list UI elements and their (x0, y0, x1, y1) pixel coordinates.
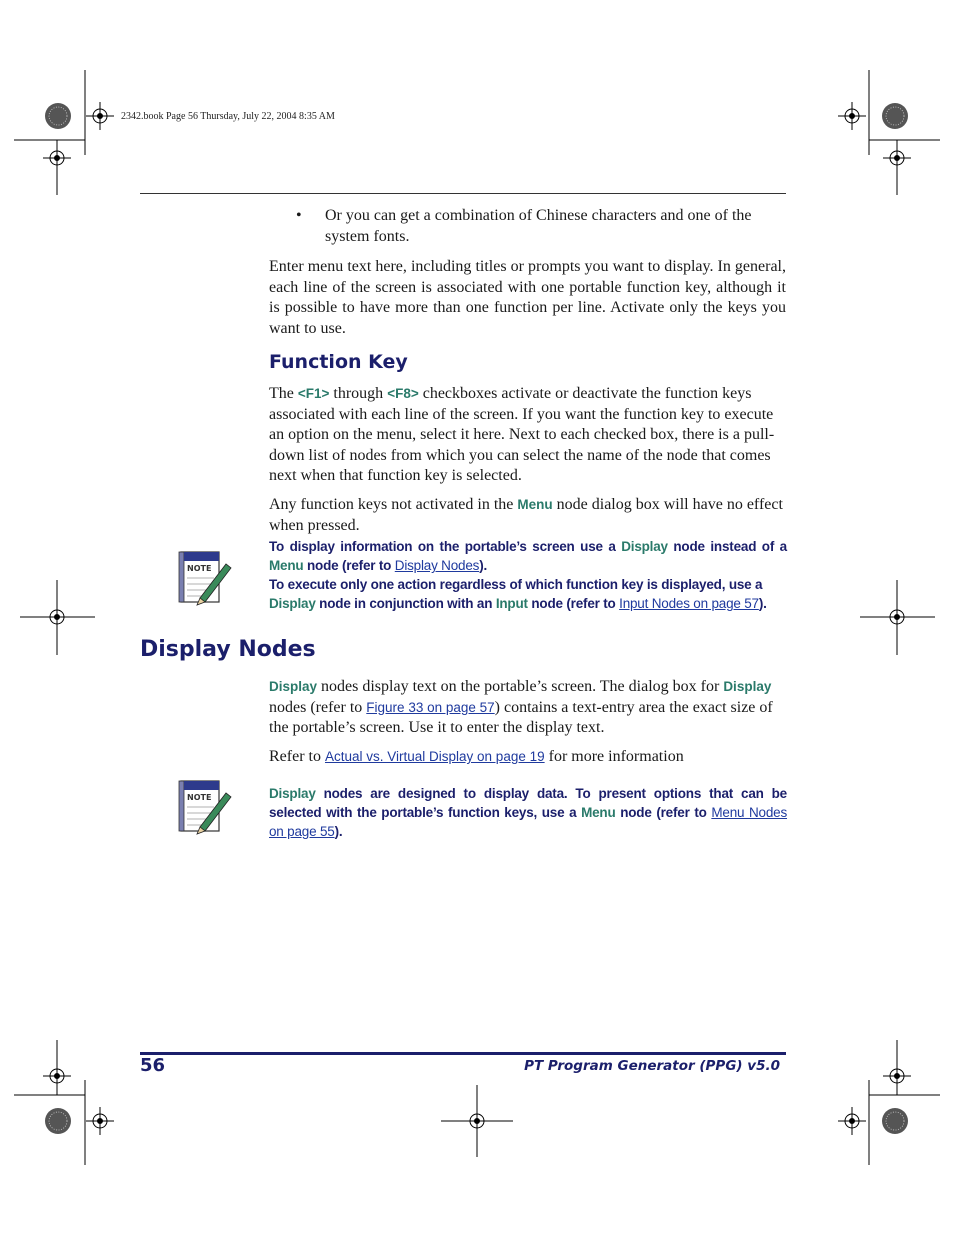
link-display-nodes[interactable]: Display Nodes (394, 558, 480, 573)
link-menu-nodes[interactable]: Menu Nodes on page 55 (269, 805, 788, 839)
text-run: ). (758, 596, 767, 611)
text-run: ). (479, 558, 488, 573)
text-run: Any function keys not activated in the (269, 496, 518, 513)
svg-text:NOTE: NOTE (187, 793, 212, 802)
text-run: checkboxes activate or deactivate the function keys associated with each line of the screen. If you want the function key to execute an option on the menu, select it here. Next to each checked box, there is a pull-down list of nodes from which you can select the name of the node that comes next when that function key is selected. (269, 385, 775, 484)
text-run: node (refer to (303, 558, 395, 573)
text-run: Refer to (269, 748, 325, 765)
text-run: node dialog box will have no effect when pressed. (269, 496, 783, 534)
display-nodes-heading: Display Nodes (140, 637, 316, 662)
text-run: nodes are designed to display data. To present options that can be selected with the portable’s function keys, use a (269, 786, 787, 820)
text-run: ) contains a text-entry area the exact size of the portable’s screen. Use it to enter the display text. (269, 698, 773, 736)
text-run: node instead of a (667, 539, 787, 554)
text-run: ). (334, 824, 343, 839)
text-run: The (269, 385, 298, 402)
link-input-nodes[interactable]: Input Nodes on page 57 (619, 596, 759, 611)
note-2-text (269, 784, 787, 841)
note-icon (178, 777, 234, 835)
display-nodes-paragraph-1 (269, 677, 786, 739)
keyword-display: Display (269, 786, 316, 801)
page-number: 56 (140, 1055, 166, 1076)
text-run: To execute only one action regardless of which function key is displayed, use a (269, 577, 763, 592)
header-rule (140, 193, 786, 194)
keyword-menu: Menu (269, 558, 304, 573)
note-1-line-2 (269, 575, 787, 613)
keyword-menu: Menu (517, 497, 553, 512)
keyword-display: Display (621, 539, 668, 554)
keyword-f8: <F8> (387, 386, 419, 401)
text-run: nodes display text on the portable’s screen. The dialog box for (317, 678, 724, 695)
keyword-f1: <F1> (297, 386, 330, 401)
function-key-paragraph-1 (269, 384, 786, 487)
text-run: through (329, 385, 388, 402)
keyword-menu: Menu (581, 805, 616, 820)
keyword-display: Display (269, 679, 318, 694)
svg-text:NOTE: NOTE (187, 564, 212, 573)
keyword-display: Display (723, 679, 772, 694)
intro-paragraph: Enter menu text here, including titles or prompts you want to display. In general, each line of the screen is associated with one portable function key, although it is possible to have more than one function per line. Activate only the keys you want to use. (269, 258, 786, 337)
footer-title: PT Program Generator (PPG) v5.0 (524, 1058, 780, 1074)
link-actual-vs-virtual[interactable]: Actual vs. Virtual Display on page 19 (324, 749, 545, 764)
bullet-text: Or you can get a combination of Chinese characters and one of the system fonts. (325, 207, 752, 245)
text-run: node in conjunction with an (315, 596, 496, 611)
function-key-paragraph-2 (269, 495, 786, 536)
text-run: nodes (refer to (269, 698, 367, 716)
print-stamp: 2342.book Page 56 Thursday, July 22, 2004 8:35 AM (121, 111, 335, 122)
keyword-display: Display (269, 596, 316, 611)
text-run: To display information on the portable’s screen use a (269, 539, 622, 554)
bullet-symbol: • (296, 207, 302, 224)
function-key-heading: Function Key (269, 351, 408, 373)
text-run: node (refer to (527, 596, 620, 611)
display-nodes-paragraph-2 (269, 747, 786, 768)
footer-rule (140, 1052, 786, 1055)
keyword-input: Input (495, 596, 528, 611)
note-1-line-1 (269, 537, 787, 575)
text-run: for more information (544, 748, 684, 765)
link-figure-33[interactable]: Figure 33 on page 57 (366, 699, 495, 715)
note-icon (178, 548, 234, 606)
text-run: node (refer to (615, 805, 712, 820)
